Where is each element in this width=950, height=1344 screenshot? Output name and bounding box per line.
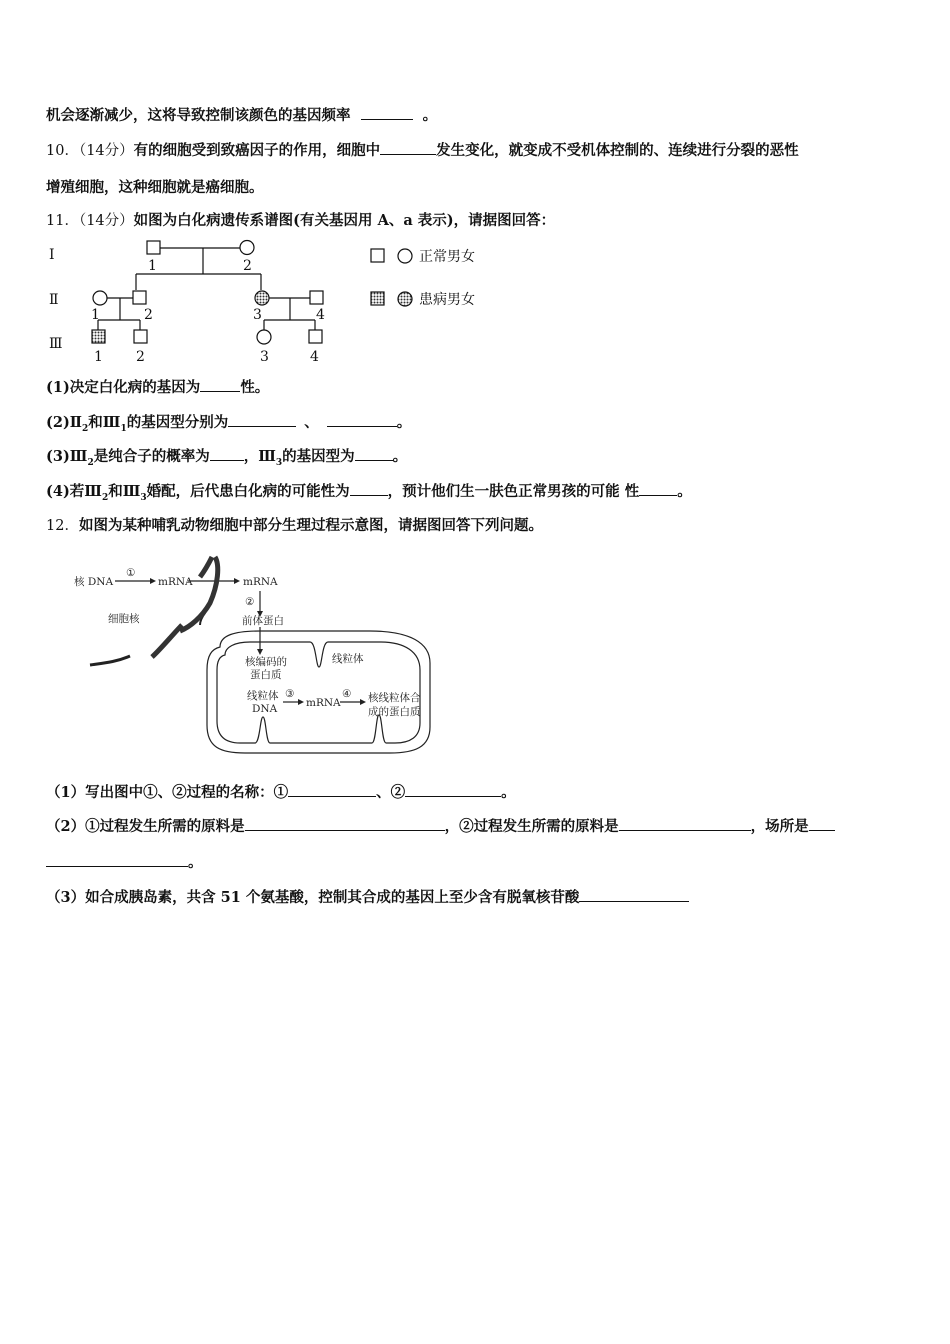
q11-sub2-sub-2: 1 [120, 423, 127, 434]
q12-sub2-text-a: （2）①过程发生所需的原料是 [46, 818, 245, 835]
q12-sub2-text-c: ，场所是 [750, 818, 809, 835]
q11-sub4-sub-2: 3 [140, 492, 147, 503]
label-I-2: 2 [243, 258, 252, 274]
q11-sub3-blank-1[interactable] [210, 448, 244, 461]
q11-sub3-end: 。 [392, 448, 408, 465]
q11-sub3-blank-2[interactable] [355, 448, 393, 461]
q11-sub4-end: 。 [677, 483, 692, 500]
legend-affected-female-icon [398, 292, 412, 306]
q11-sub4-text-d: ，预计他们生一肤色正常男孩的可能 性 [387, 483, 640, 500]
q11-sub4-text-b: 和Ⅲ [108, 483, 141, 500]
legend-normal-female-icon [398, 249, 412, 263]
label-nucleus: 细胞核 [108, 613, 140, 625]
label-II-4: 4 [316, 307, 325, 323]
pedigree-III-1-affected-male [92, 330, 105, 343]
q11-sub1-blank[interactable] [200, 379, 240, 392]
gen-label-II: Ⅱ [49, 292, 59, 308]
pedigree-III-4-male [309, 330, 322, 343]
q12-sub1-end: 。 [501, 784, 516, 801]
q11-sub3-text-b: 是纯合子的概率为 [93, 448, 210, 465]
q12-number: 12． [46, 518, 79, 534]
gen-label-I: Ⅰ [49, 247, 55, 263]
q11-sub3-text-c: ，Ⅲ [243, 448, 276, 465]
label-nuclear-protein-1: 核编码的 [245, 656, 287, 668]
legend-affected-label: 患病男女 [419, 292, 475, 308]
q12-sub2-blank-1[interactable] [245, 818, 445, 831]
q11-sub3-text-a: (3)Ⅲ [46, 448, 88, 465]
q11-sub2-text-c: 的基因型分别为 [126, 414, 229, 431]
pedigree-II-1-female [93, 291, 107, 305]
label-step-2: ② [245, 596, 255, 608]
label-mrna-a: mRNA [158, 576, 193, 588]
q12-sub3-text: （3）如合成胰岛素，共含 51 个氨基酸，控制其合成的基因上至少含有脱氧核苷酸 [46, 889, 580, 906]
q11-sub3 [46, 445, 407, 468]
q12-sub2-line-2 [46, 851, 203, 872]
label-step-3: ③ [285, 688, 295, 700]
label-mito-dna-1: 线粒体 [247, 690, 279, 702]
gen-label-III: Ⅲ [49, 336, 63, 352]
q12-sub1-text-b: 、② [376, 784, 406, 801]
q11-sub4 [46, 480, 692, 503]
q10-text-1: 有的细胞受到致癌因子的作用，细胞中 [133, 142, 381, 159]
q12-sub3-blank[interactable] [579, 889, 689, 902]
pedigree-I-1-male [147, 241, 160, 254]
pedigree-II-3-affected-female [255, 291, 269, 305]
q11-sub2-text-b: 和Ⅲ [88, 414, 121, 431]
legend-normal-male-icon [371, 249, 384, 262]
label-I-1: 1 [148, 258, 157, 274]
q12-prompt-line [46, 514, 543, 535]
q12-sub1-blank-2[interactable] [405, 784, 501, 797]
label-mito-dna-2: DNA [252, 703, 278, 715]
q11-sub2-text-a: (2)Ⅱ [46, 414, 83, 431]
q11-sub4-blank-2[interactable] [639, 483, 677, 496]
q12-sub2-text-b: ，②过程发生所需的原料是 [444, 818, 619, 835]
label-II-1: 1 [91, 307, 100, 323]
pedigree-III-3-female [257, 330, 271, 344]
q11-sub2-end: 。 [396, 414, 412, 431]
q10-number: 10． [46, 143, 79, 159]
q10-answer-blank[interactable] [380, 142, 436, 155]
q12-sub2-line-1 [46, 815, 835, 836]
q10-line-2: 增殖细胞，这种细胞就是癌细胞。 [46, 179, 264, 196]
q11-sub2-sub-1: 2 [82, 423, 89, 434]
q11-sub2-blank-2[interactable] [327, 414, 397, 427]
label-III-2: 2 [136, 349, 145, 365]
q11-prompt: 如图为白化病遗传系谱图(有关基因用 A、a 表示)，请据图回答： [133, 212, 556, 229]
q9-tail-text: 机会逐渐减少，这将导致控制该颜色的基因频率 [46, 107, 351, 124]
legend-affected-male-icon [371, 292, 384, 305]
q12-sub3 [46, 886, 689, 907]
q11-sub1-text: (1)决定白化病的基因为 [46, 379, 201, 396]
q11-sub4-sub-1: 2 [101, 492, 109, 503]
label-mito-protein-1: 核线粒体合 [368, 692, 421, 704]
q11-sub4-blank-1[interactable] [350, 483, 388, 496]
q9-answer-blank[interactable] [361, 107, 413, 120]
q9-tail-line [46, 104, 437, 125]
label-mito-protein-2: 成的蛋白质 [368, 706, 421, 718]
q11-sub1 [46, 376, 269, 397]
q12-sub2-blank-3b[interactable] [46, 854, 188, 867]
q12-sub1 [46, 781, 516, 802]
q11-score: （14分） [78, 213, 134, 229]
q11-sub2 [46, 411, 411, 434]
q10-line-1 [46, 139, 799, 160]
label-mitochondrion: 线粒体 [332, 653, 364, 665]
label-step-4: ④ [342, 688, 352, 700]
q9-tail-end: 。 [422, 107, 438, 124]
q11-sub3-sub-2: 3 [275, 457, 283, 468]
q11-sub2-sep: 、 [304, 414, 319, 431]
q10-score: （14分） [78, 143, 134, 159]
q12-sub2-blank-2[interactable] [619, 818, 751, 831]
q11-number: 11． [46, 213, 79, 229]
legend-normal-label: 正常男女 [419, 249, 475, 265]
q11-sub4-text-c: 婚配，后代患白化病的可能性为 [146, 483, 350, 500]
label-II-3: 3 [253, 307, 262, 323]
q11-sub2-blank-1[interactable] [228, 414, 296, 427]
q12-prompt: 如图为某种哺乳动物细胞中部分生理过程示意图，请据图回答下列问题。 [78, 517, 543, 534]
label-nuclear-dna: 核 DNA [74, 576, 114, 588]
q11-sub3-text-d: 的基因型为 [282, 448, 355, 465]
q11-sub4-text-a: (4)若Ⅲ [46, 483, 102, 500]
pedigree-III-2-male [134, 330, 147, 343]
q11-sub1-end: 性。 [240, 379, 270, 396]
pedigree-II-4-male [310, 291, 323, 304]
label-III-3: 3 [260, 349, 269, 365]
label-II-2: 2 [144, 307, 153, 323]
label-step-1: ① [126, 567, 136, 579]
pedigree-II-2-male [133, 291, 146, 304]
q12-sub2-blank-3a[interactable] [809, 818, 835, 831]
pedigree-I-2-female [240, 241, 254, 255]
q11-sub3-sub-1: 2 [87, 457, 94, 468]
q12-sub2-end: 。 [188, 854, 203, 871]
q12-sub1-text-a: （1）写出图中①、②过程的名称：① [46, 784, 289, 801]
q10-text-2: 发生变化，就变成不受机体控制的、连续进行分裂的恶性 [436, 142, 799, 159]
label-nuclear-protein-2: 蛋白质 [250, 669, 282, 681]
label-III-4: 4 [310, 349, 319, 365]
label-III-1: 1 [94, 349, 103, 365]
cell-process-diagram [70, 555, 440, 765]
q11-prompt-line [46, 209, 555, 230]
label-precursor-protein: 前体蛋白 [242, 615, 284, 627]
q12-sub1-blank-1[interactable] [288, 784, 376, 797]
label-mrna-b: mRNA [243, 576, 278, 588]
pedigree-chart [40, 232, 510, 372]
label-mrna-c: mRNA [306, 697, 341, 709]
